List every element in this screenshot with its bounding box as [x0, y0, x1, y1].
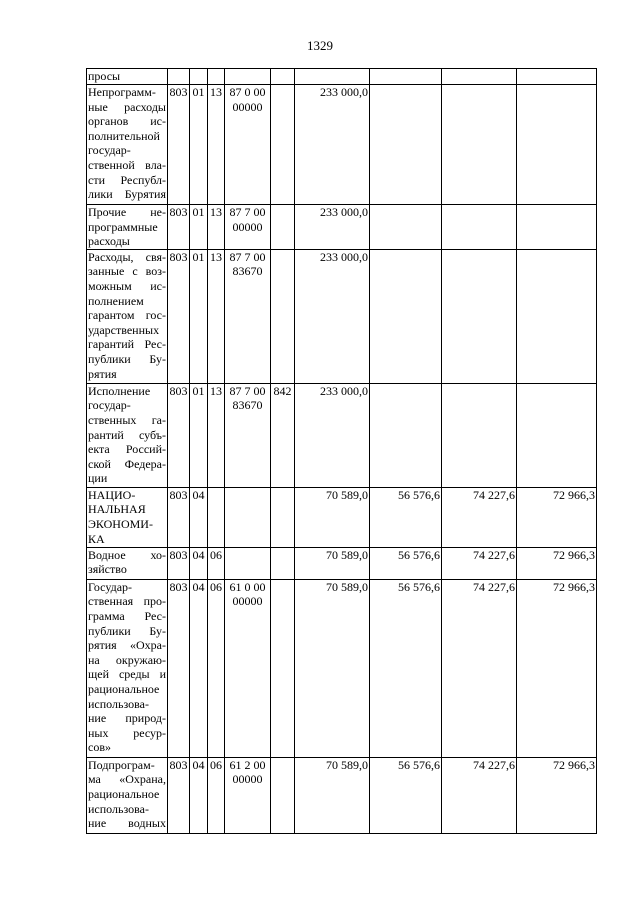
table-row: Подпрограм-ма «Охрана, рациональное использова-ние водных 803 04 06 61 2 00 00000 70 589,0 56 576,6 74 227,6 72 966,3	[87, 757, 597, 833]
row-name: НАЦИО-НАЛЬНАЯ ЭКОНОМИ-КА	[87, 487, 168, 547]
row-name: Государ-ственная про-грамма Рес-публики Бу-рятия «Охра-на окружаю-щей среды и рациональное использова-ние природ-ных ресур-сов»	[87, 579, 168, 757]
table-row: Водное хо-зяйство 803 04 06 70 589,0 56 576,6 74 227,6 72 966,3	[87, 547, 597, 579]
row-name: Исполнение государ-ственных га-рантий субъ-екта Россий-ской Федера-ции	[88, 383, 166, 486]
table-row: Непрограмм-ные расходы органов ис-полнительной государ-ственной вла-сти Республ-лики Бурятия 803 01 13 87 0 00 00000 233 000,0	[87, 85, 597, 205]
table-row	[87, 69, 597, 85]
row-name: Подпрограм-ма «Охрана, рациональное использова-ние водных	[87, 757, 168, 833]
table-row: Расходы, свя-занные с воз-можным ис-полнением гарантом гос-ударственных гарантий Рес-публики Бу-рятия 803 01 13 87 7 00 83670 233 000,0	[87, 249, 597, 383]
budget-table	[86, 68, 597, 834]
table-row: Исполнение государ-ственных га-рантий субъ-екта Россий-ской Федера-ции 803 01 13 87 7 00 83670 842 233 000,0	[87, 383, 597, 487]
page-number: 1329	[307, 38, 333, 53]
row-name: Прочие не-программные расходы	[88, 205, 166, 249]
row-name: Водное хо-зяйство	[87, 547, 168, 579]
row-name: Расходы, свя-занные с воз-можным ис-полнением гарантом гос-ударственных гарантий Рес-публики Бу-рятия	[87, 249, 168, 383]
table-row: Государ-ственная про-грамма Рес-публики Бу-рятия «Охра-на окружаю-щей среды и рациональное использова-ние природ-ных ресур-сов» 803 04 06 61 0 00 00000 70 589,0 56 576,6 74 227,6 72 966,3	[87, 579, 597, 757]
row-name: просы	[87, 69, 168, 85]
table-row: НАЦИО-НАЛЬНАЯ ЭКОНОМИ-КА 803 04 70 589,0 56 576,6 74 227,6 72 966,3	[88, 487, 595, 546]
row-name: Непрограмм-ные расходы органов ис-полнительной государ-ственной вла-сти Республ-лики Бурятия	[87, 85, 168, 205]
table-row: Прочие не-программные расходы 803 01 13 87 7 00 00000 233 000,0	[87, 205, 597, 250]
